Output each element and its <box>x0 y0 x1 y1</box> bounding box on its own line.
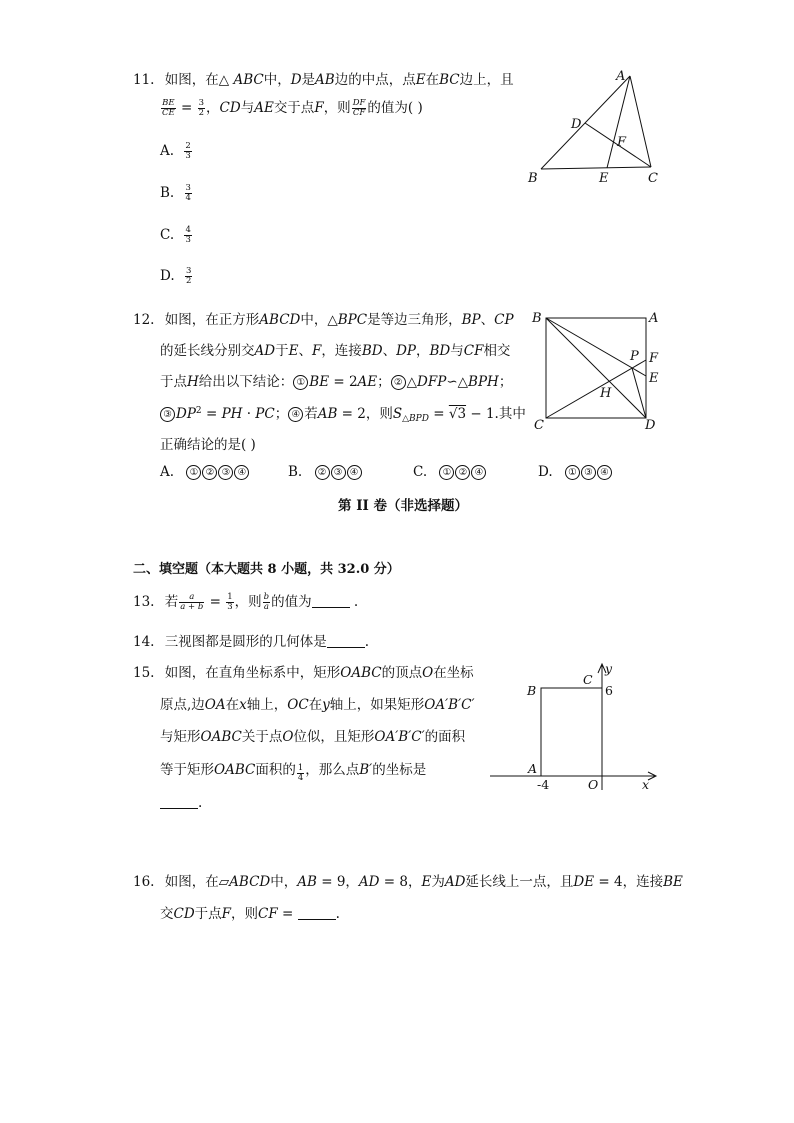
answer-blank[interactable] <box>312 595 350 608</box>
q11-option-a[interactable]: A. $\frac{2}{3}$ <box>160 141 191 161</box>
q15-line5: . <box>160 795 202 811</box>
segment-ba <box>541 76 630 169</box>
q12-option-d[interactable]: D. ① ③ ④ <box>538 464 613 480</box>
q12-number: 12. <box>133 312 155 328</box>
q15-line4: 等于矩形OABC面积的 $\frac{1}{4}$ ，那么点B′的坐标是 <box>160 762 427 783</box>
answer-blank[interactable] <box>327 635 365 648</box>
q11-option-b[interactable]: B. $\frac{3}{4}$ <box>160 183 191 203</box>
q15-line3: 与矩形OABC关于点O位似，且矩形OA′B′C′的面积 <box>160 729 466 745</box>
q11-line1: 11. 如图，在△ ABC中，D是AB边的中点，点E在BC边上，且 <box>133 72 514 88</box>
q15-number: 15. <box>133 665 155 681</box>
fraction: $\frac{a}{a + b}$ <box>180 592 204 612</box>
label-d: D <box>571 117 582 132</box>
q12-option-a[interactable]: A. ① ② ③ ④ <box>160 464 250 480</box>
fraction: $\frac{1}{3}$ <box>227 592 233 612</box>
label-b: B <box>527 683 537 698</box>
label-b: B <box>532 311 542 326</box>
label-y: y <box>605 661 613 676</box>
label-o: O <box>588 777 599 792</box>
label-a: A <box>616 69 626 84</box>
q12-option-b[interactable]: B. ② ③ ④ <box>288 464 363 480</box>
label-c: C <box>648 171 658 186</box>
label-c: C <box>583 672 593 687</box>
label-x: x <box>642 777 650 792</box>
segment-bd <box>546 318 646 418</box>
label-a: A <box>528 761 538 776</box>
q13-number: 13. <box>133 594 155 610</box>
fraction: $\frac{DF}{CF}$ <box>352 98 366 118</box>
fraction: $\frac{1}{4}$ <box>297 763 304 783</box>
label-p: P <box>630 349 639 364</box>
answer-blank[interactable] <box>160 796 198 809</box>
q14-number: 14. <box>133 634 155 650</box>
q11-triangle-figure <box>520 62 670 192</box>
q16-line1: 16. 如图，在▱ABCD中，AB = 9，AD = 8，E为AD延长线上一点，且DE = 4，连接BE <box>133 874 683 890</box>
q15-line2: 原点,边OA在x轴上，OC在y轴上，如果矩形OA′B′C′ <box>160 697 475 713</box>
label-a: A <box>649 311 659 326</box>
q12-line4: ③ $DP^2$ = PH · PC； ④ 若AB = 2，则$S_{\triangle BPD} = √3 - 1$.其中 <box>160 402 526 424</box>
label-f: F <box>649 351 659 366</box>
q16-number: 16. <box>133 874 155 890</box>
q12-line2: 的延长线分别交AD于E、F，连接BD、DP，BD与CF相交 <box>160 343 511 359</box>
label-e: E <box>599 171 609 186</box>
label-six: 6 <box>605 683 613 698</box>
q12-square-figure <box>528 305 668 435</box>
section-header: 二、填空题（本大题共 8 小题，共 32.0 分） <box>133 562 400 577</box>
q11-option-c[interactable]: C. $\frac{4}{3}$ <box>160 225 191 245</box>
q12-line3: 于点H给出以下结论： ① BE = 2AE； ② △DFP∽△BPH； <box>160 374 513 390</box>
q15-line1: 15. 如图，在直角坐标系中，矩形OABC的顶点O在坐标 <box>133 665 474 681</box>
label-neg4: -4 <box>537 777 550 792</box>
label-f: F <box>617 135 627 150</box>
q14-line: 14. 三视图都是圆形的几何体是 . <box>133 634 370 650</box>
label-d: D <box>645 418 656 433</box>
segment-ac <box>630 76 651 167</box>
answer-blank[interactable] <box>298 907 336 920</box>
fraction: $\frac{BE}{CE}$ <box>162 98 175 118</box>
segment-ae <box>607 76 630 168</box>
label-h: H <box>600 386 612 401</box>
q12-line1: 12. 如图，在正方形ABCD中，△BPC是等边三角形，BP、CP <box>133 312 514 328</box>
q11-option-d[interactable]: D. $\frac{3}{2}$ <box>160 266 192 286</box>
segment-bc <box>541 167 651 169</box>
q12-line5: 正确结论的是( ) <box>160 437 256 453</box>
fraction: $\frac{b}{a}$ <box>263 592 270 612</box>
q11-line2: $\frac{BE}{CE}$ = $\frac{3}{2}$ ，CD与AE交于点F，则 $\frac{DF}{CF}$ 的值为( ) <box>162 98 423 118</box>
q12-option-c[interactable]: C. ① ② ④ <box>413 464 487 480</box>
label-b: B <box>528 171 538 186</box>
rectangle-oabc <box>541 688 602 776</box>
label-c: C <box>534 418 544 433</box>
label-e: E <box>649 371 659 386</box>
q11-number: 11. <box>133 72 155 88</box>
q15-coordinate-figure <box>485 660 665 795</box>
fraction: $\frac{3}{2}$ <box>198 98 205 118</box>
q13-line: 13. 若 $\frac{a}{a + b}$ = $\frac{1}{3}$ ，则 $\frac{b}{a}$ 的值为 . <box>133 592 359 612</box>
part2-title: 第 II 卷（非选择题） <box>338 498 469 514</box>
q16-line2: 交CD于点F，则CF = . <box>160 906 340 922</box>
